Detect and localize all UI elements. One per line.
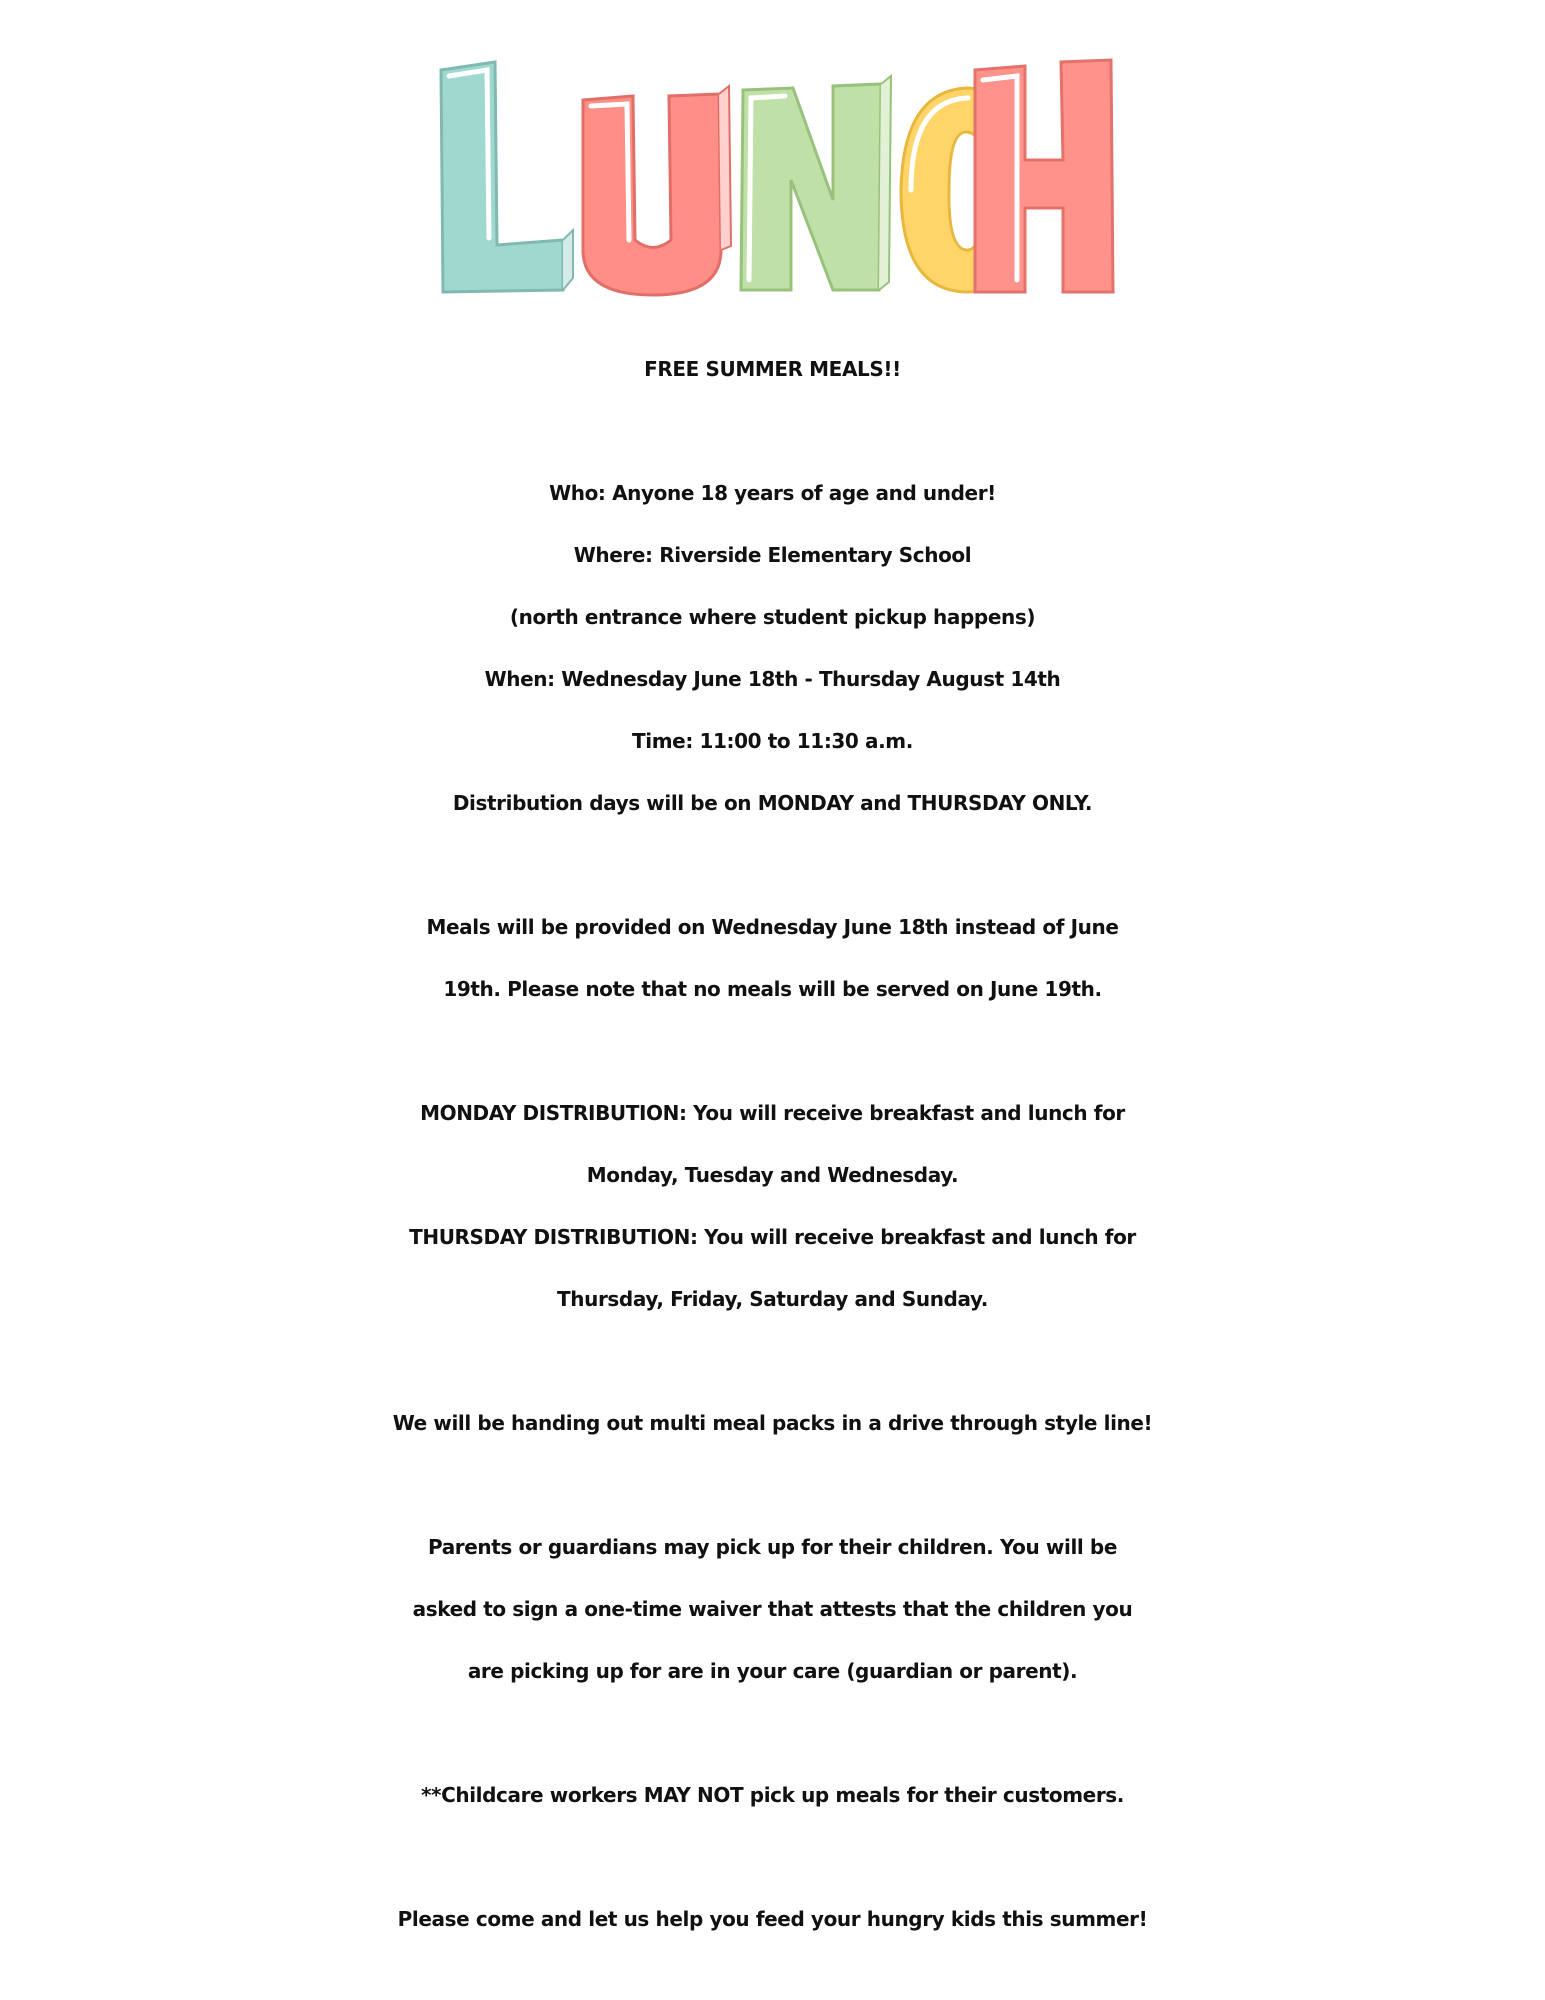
guardians-line-3: are picking up for are in your care (guardian or parent). [467,1659,1078,1683]
time-line: Time: 11:00 to 11:30 a.m. [632,729,913,753]
flyer-body [0,338,1545,1950]
when-line: When: Wednesday June 18th - Thursday August 14th [484,667,1061,691]
title-letter-n [741,76,891,290]
thursday-distribution-line-1: THURSDAY DISTRIBUTION: You will receive breakfast and lunch for [409,1225,1136,1249]
childcare-warning-line: **Childcare workers MAY NOT pick up meals for their customers. [420,1783,1124,1807]
title-letter-l [441,62,573,292]
distribution-days-line: Distribution days will be on MONDAY and THURSDAY ONLY. [452,791,1093,815]
where-line: Where: Riverside Elementary School [573,543,972,567]
flyer-heading: FREE SUMMER MEALS!! [644,357,901,381]
who-line: Who: Anyone 18 years of age and under! [549,481,996,505]
lunch-lettering [423,40,1123,300]
monday-distribution-line-1: MONDAY DISTRIBUTION: You will receive breakfast and lunch for [420,1101,1125,1125]
title-letter-h [975,60,1113,292]
closing-line: Please come and let us help you feed your hungry kids this summer! [397,1907,1148,1931]
monday-distribution-line-2: Monday, Tuesday and Wednesday. [586,1163,959,1187]
where-note-line: (north entrance where student pickup happens) [509,605,1036,629]
guardians-line-2: asked to sign a one-time waiver that attests that the children you [412,1597,1133,1621]
notice-line-2: 19th. Please note that no meals will be served on June 19th. [443,977,1102,1001]
thursday-distribution-line-2: Thursday, Friday, Saturday and Sunday. [557,1287,988,1311]
notice-line-1: Meals will be provided on Wednesday June 18th instead of June [426,915,1119,939]
guardians-line-1: Parents or guardians may pick up for their children. You will be [427,1535,1118,1559]
title-letter-u [583,86,731,295]
meal-packs-line: We will be handing out multi meal packs in a drive through style line! [392,1411,1153,1435]
lunch-title-graphic [0,40,1545,310]
